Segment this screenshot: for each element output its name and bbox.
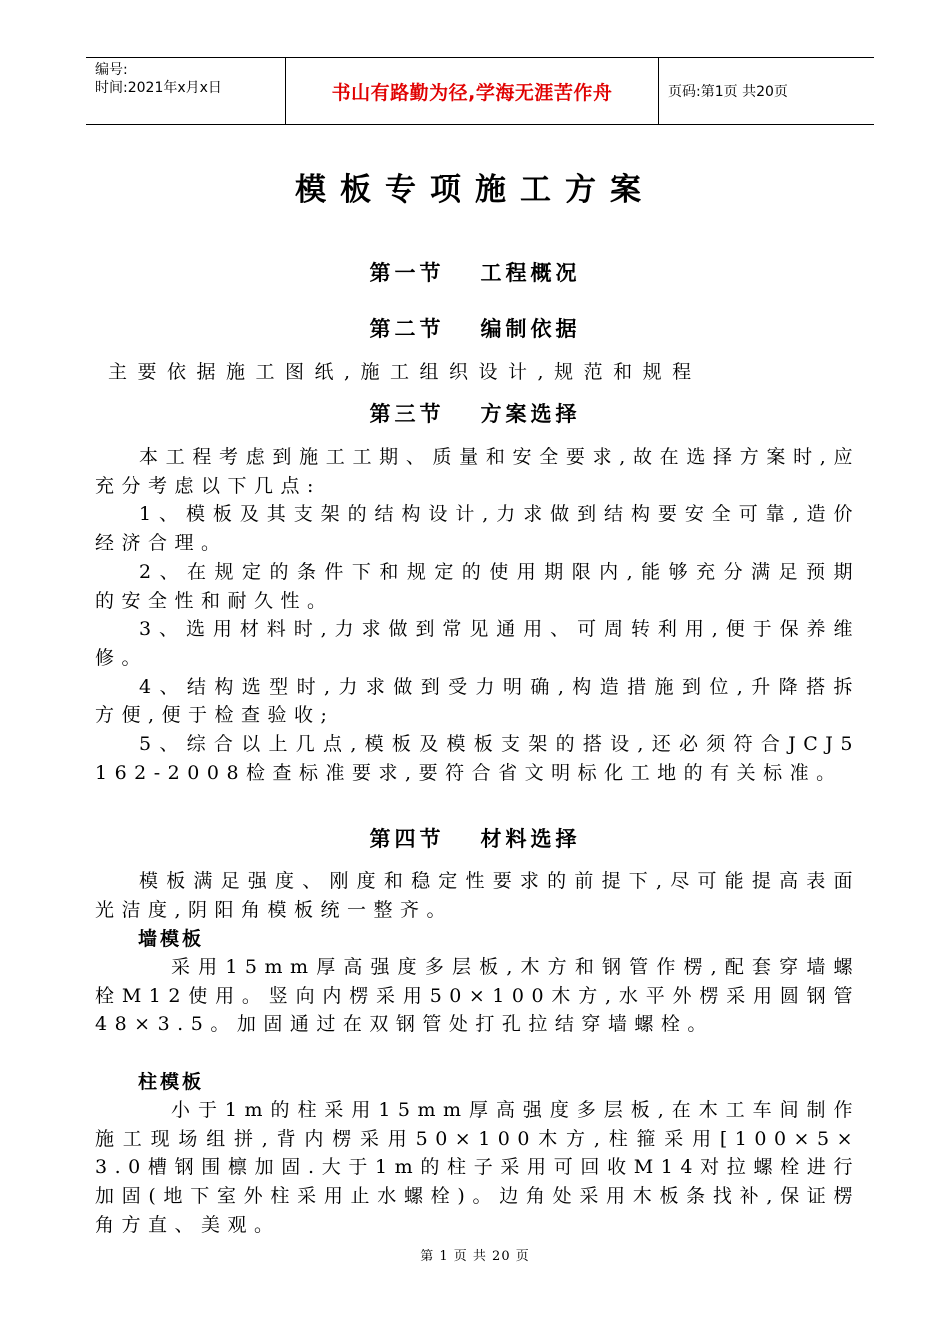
list-item: 3、选用材料时,力求做到常见通用、可周转利用,便于保养维修。 bbox=[95, 618, 860, 669]
section-number: 第三节 bbox=[369, 402, 445, 426]
list-item: 2、在规定的条件下和规定的使用期限内,能够充分满足预期的安全性和耐久性。 bbox=[95, 560, 860, 612]
paragraph: 采用15mm厚高强度多层板,木方和钢管作楞,配套穿墙螺栓M12使用。竖向内楞采用50×100木方,水平外楞采用圆钢管48×3.5。加固通过在双钢管处打孔拉结穿墙螺栓。 bbox=[95, 956, 860, 1036]
column-formwork-heading: 柱模板 bbox=[138, 1071, 205, 1093]
motto: 书山有路勤为径,学海无涯苦作舟 bbox=[331, 81, 613, 104]
section-2-text: 主要依据施工图纸,施工组织设计,规范和规程 bbox=[108, 361, 702, 383]
header-meta bbox=[86, 58, 286, 124]
section-4-heading bbox=[0, 824, 950, 854]
column-formwork-body bbox=[95, 1096, 860, 1240]
list-item: 4、结构选型时,力求做到受力明确,构造措施到位,升降搭拆方便,便于检查验收; bbox=[95, 675, 860, 727]
document-title: 模板专项施工方案 bbox=[295, 172, 655, 208]
list-item: 1、模板及其支架的结构设计,力求做到结构要安全可靠,造价经济合理。 bbox=[95, 503, 860, 555]
section-4-intro bbox=[95, 867, 860, 924]
page-footer: 第 1 页 共 20 页 bbox=[420, 1249, 530, 1264]
time-label: 时间:2021年x月x日 bbox=[95, 80, 222, 96]
wall-formwork-heading: 墙模板 bbox=[138, 928, 205, 950]
section-2-heading bbox=[0, 314, 950, 344]
paragraph: 模板满足强度、刚度和稳定性要求的前提下,尽可能提高表面光洁度,阴阳角模板统一整齐。 bbox=[95, 870, 860, 921]
section-number: 第二节 bbox=[369, 317, 445, 341]
section-3-body bbox=[95, 443, 860, 787]
section-number: 第一节 bbox=[369, 261, 445, 285]
list-item: 5、综合以上几点,模板及模板支架的搭设,还必须符合JCJ5162-2008检查标准要求,要符合省文明标化工地的有关标准。 bbox=[95, 733, 860, 784]
number-label: 编号: bbox=[95, 62, 128, 78]
wall-formwork-body bbox=[95, 953, 860, 1039]
section-name: 编制依据 bbox=[480, 317, 581, 341]
section-name: 方案选择 bbox=[480, 402, 581, 426]
paragraph: 本工程考虑到施工工期、质量和安全要求,故在选择方案时,应充分考虑以下几点: bbox=[95, 446, 860, 497]
section-1-heading bbox=[0, 258, 950, 288]
paragraph: 小于1m的柱采用15mm厚高强度多层板,在木工车间制作施工现场组拼,背内楞采用50×100木方,柱箍采用[100×5×3.0槽钢围檩加固.大于1m的柱子采用可回收M14对拉螺栓进行加固(地下室外柱采用止水螺栓)。边角处采用木板条找补,保证楞角方直、美观。 bbox=[95, 1099, 860, 1236]
header-motto-cell bbox=[286, 58, 659, 124]
section-3-heading bbox=[0, 399, 950, 429]
page-info: 页码:第1页 共20页 bbox=[668, 84, 788, 100]
section-name: 工程概况 bbox=[480, 261, 581, 285]
page-header bbox=[86, 57, 874, 125]
section-name: 材料选择 bbox=[480, 827, 581, 851]
header-page-info bbox=[659, 58, 874, 124]
section-number: 第四节 bbox=[369, 827, 445, 851]
